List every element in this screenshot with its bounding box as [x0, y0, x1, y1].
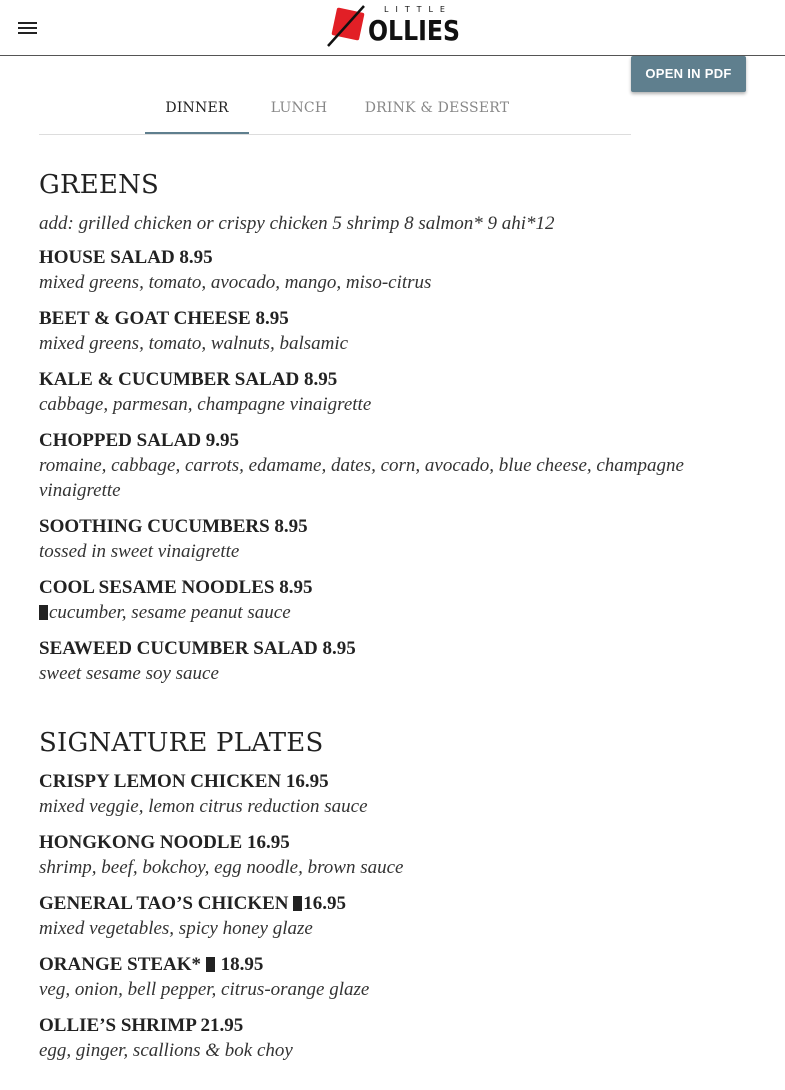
section-title: GREENS [39, 170, 160, 200]
item-description-text: cucumber, sesame peanut sauce [49, 602, 291, 623]
little-ollies-logo[interactable] [326, 2, 462, 48]
item-name: BEET & GOAT CHEESE 8.95 [39, 308, 289, 329]
item-description: mixed veggie, lemon citrus reduction sauce [39, 796, 368, 817]
item-name [39, 953, 739, 977]
menu-item [39, 770, 739, 819]
greens-section [39, 170, 739, 686]
item-name-text: ORANGE STEAK* [39, 954, 206, 975]
open-in-pdf-button[interactable]: OPEN IN PDF [631, 56, 746, 92]
item-description: tossed in sweet vinaigrette [39, 541, 240, 562]
tab-drink-dessert[interactable]: DRINK & DESSERT [364, 100, 510, 116]
menu-item [39, 307, 739, 356]
menu-item [39, 576, 739, 625]
hamburger-menu-icon[interactable] [17, 19, 39, 37]
item-description: veg, onion, bell pepper, citrus-orange glaze [39, 979, 370, 1000]
item-name: OLLIE’S SHRIMP 21.95 [39, 1015, 244, 1036]
item-description: mixed vegetables, spicy honey glaze [39, 918, 313, 939]
item-description: cabbage, parmesan, champagne vinaigrette [39, 394, 372, 415]
item-name: HOUSE SALAD 8.95 [39, 247, 213, 268]
missing-glyph-icon [39, 605, 48, 620]
item-description: mixed greens, tomato, avocado, mango, miso-citrus [39, 272, 432, 293]
menu-item [39, 892, 739, 941]
item-name: SOOTHING CUCUMBERS 8.95 [39, 516, 308, 537]
item-name: CRISPY LEMON CHICKEN 16.95 [39, 771, 329, 792]
item-name: CHOPPED SALAD 9.95 [39, 430, 240, 451]
item-description [39, 600, 739, 625]
item-name: COOL SESAME NOODLES 8.95 [39, 577, 313, 598]
item-description: egg, ginger, scallions & bok choy [39, 1040, 293, 1061]
missing-glyph-icon [206, 957, 215, 972]
item-description: shrimp, beef, bokchoy, egg noodle, brown sauce [39, 857, 404, 878]
tab-dinner[interactable]: DINNER [145, 86, 249, 134]
menu-item [39, 831, 739, 880]
item-name: SEAWEED CUCUMBER SALAD 8.95 [39, 638, 356, 659]
item-name [39, 892, 739, 916]
menu-tabs [39, 86, 631, 135]
logo-small-text: LITTLE [384, 5, 452, 14]
signature-plates-section [39, 728, 739, 1063]
menu-content [39, 170, 739, 1075]
menu-item [39, 953, 739, 1002]
item-name: KALE & CUCUMBER SALAD 8.95 [39, 369, 338, 390]
menu-item [39, 637, 739, 686]
menu-item [39, 246, 739, 295]
item-name: HONGKONG NOODLE 16.95 [39, 832, 290, 853]
menu-item [39, 429, 739, 503]
section-note: add: grilled chicken or crispy chicken 5 shrimp 8 salmon* 9 ahi*12 [39, 213, 555, 234]
logo-text: OLLIES [368, 14, 460, 47]
item-price: 16.95 [303, 893, 347, 914]
item-description: sweet sesame soy sauce [39, 663, 219, 684]
item-price: 18.95 [215, 954, 264, 975]
item-name-text: GENERAL TAO’S CHICKEN [39, 893, 294, 914]
tab-lunch[interactable]: LUNCH [270, 100, 328, 116]
top-app-bar [0, 0, 785, 56]
menu-item [39, 368, 739, 417]
missing-glyph-icon [293, 896, 302, 911]
section-title: SIGNATURE PLATES [39, 728, 324, 758]
item-description: mixed greens, tomato, walnuts, balsamic [39, 333, 349, 354]
menu-item [39, 515, 739, 564]
menu-item [39, 1014, 739, 1063]
item-description: romaine, cabbage, carrots, edamame, dates, corn, avocado, blue cheese, champagne vinaigrette [39, 455, 684, 501]
